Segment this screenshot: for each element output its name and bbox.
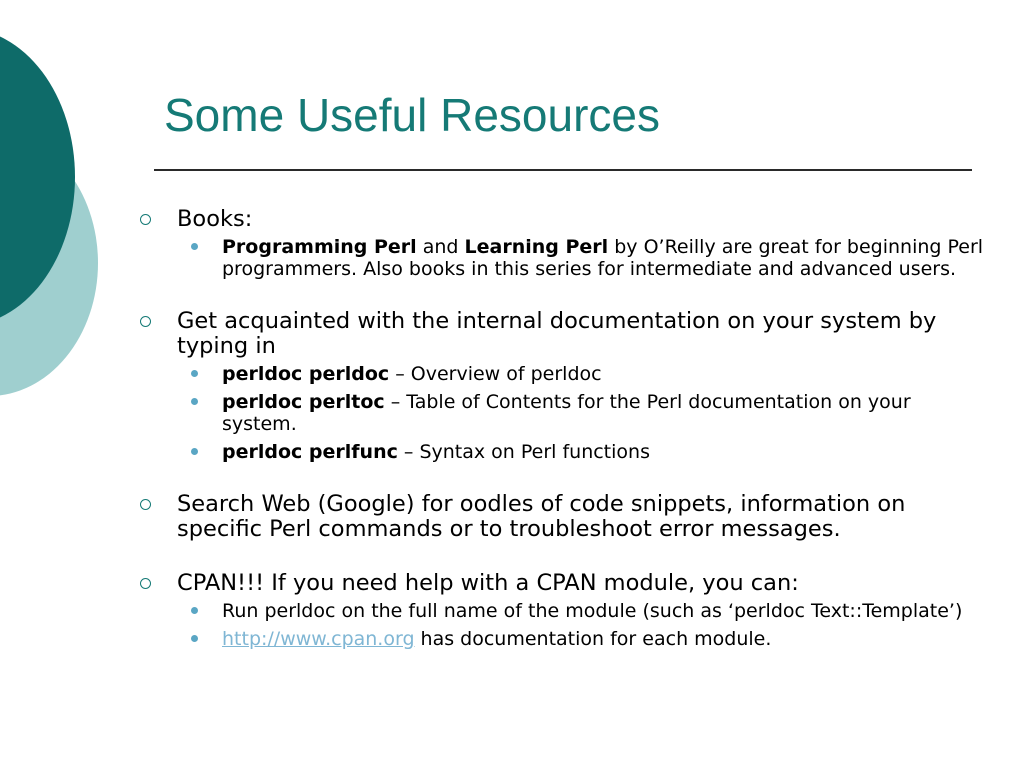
cpan-heading: CPAN!!! If you need help with a CPAN module, you can: [177, 570, 799, 596]
books-description: by O’Reilly are great for beginning Perl programmers. Also books in this series for intermediate and advanced users. [222, 236, 984, 280]
sub-bullet-perldoc [140, 363, 990, 385]
dot-bullet-icon [191, 607, 198, 614]
dot-bullet-icon [191, 398, 198, 405]
book-title-programming-perl: Programming Perl [222, 236, 417, 258]
command-perlfunc-desc: – Syntax on Perl functions [397, 441, 650, 463]
bullet-books [140, 207, 990, 232]
dot-bullet-icon [191, 635, 198, 642]
books-and: and [416, 236, 465, 258]
bullet-cpan [140, 571, 990, 596]
bullet-docs [140, 309, 990, 359]
books-heading: Books: [177, 206, 253, 232]
sub-bullet-cpan-site [140, 628, 990, 650]
cpan-item-perldoc: Run perldoc on the full name of the module (such as ‘perldoc Text::Template’) [222, 600, 963, 622]
command-perlfunc: perldoc perlfunc [222, 441, 398, 463]
web-heading: Search Web (Google) for oodles of code snippets, information on specific Perl commands or to troubleshoot error messages. [177, 491, 906, 542]
cpan-site-desc: has documentation for each module. [414, 628, 772, 650]
hollow-bullet-icon [140, 499, 151, 510]
dot-bullet-icon [191, 370, 198, 377]
sub-bullet-cpan-perldoc [140, 600, 990, 622]
cpan-link[interactable]: http://www.cpan.org [222, 628, 415, 650]
command-perltoc: perldoc perltoc [222, 391, 385, 413]
slide-title: Some Useful Resources [164, 89, 660, 141]
dot-bullet-icon [191, 243, 198, 250]
hollow-bullet-icon [140, 316, 151, 327]
sub-bullet-perltoc [140, 391, 990, 435]
title-divider [154, 169, 972, 171]
dot-bullet-icon [191, 448, 198, 455]
hollow-bullet-icon [140, 578, 151, 589]
docs-heading: Get acquainted with the internal documentation on your system by typing in [177, 308, 937, 359]
sub-bullet-perlfunc [140, 441, 990, 463]
book-title-learning-perl: Learning Perl [464, 236, 609, 258]
sub-bullet-books [140, 236, 990, 280]
slide-content [140, 207, 990, 650]
command-perltoc-desc: – Table of Contents for the Perl documentation on your system. [222, 391, 911, 435]
command-perldoc-desc: – Overview of perldoc [389, 363, 602, 385]
command-perldoc: perldoc perldoc [222, 363, 390, 385]
bullet-web-search [140, 492, 990, 542]
hollow-bullet-icon [140, 214, 151, 225]
